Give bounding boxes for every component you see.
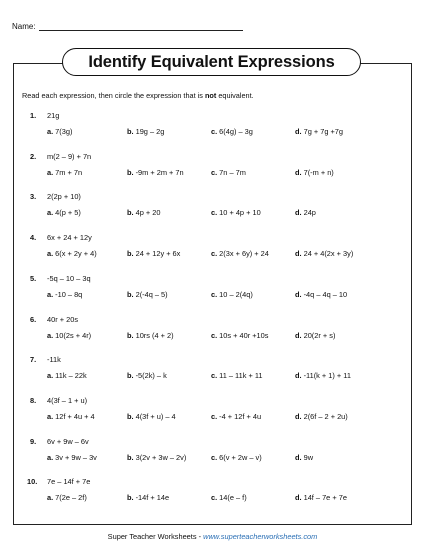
answer-choice[interactable]: [47, 127, 72, 136]
choice-letter: d.: [295, 127, 302, 136]
choice-letter: d.: [295, 249, 302, 259]
choice-expression: 11 – 11k + 11: [219, 371, 263, 381]
answer-choice[interactable]: [295, 249, 353, 258]
choice-letter: a.: [47, 330, 54, 340]
choice-expression: 10 + 4p + 10: [219, 208, 261, 218]
choice-expression: 4(p + 5): [55, 208, 81, 218]
choice-expression: 6(4g) – 3g: [219, 127, 253, 136]
choice-letter: d.: [295, 330, 302, 340]
choice-letter: c.: [211, 127, 218, 136]
choice-letter: c.: [211, 249, 218, 259]
choice-letter: b.: [127, 371, 134, 381]
answer-choice[interactable]: [211, 208, 261, 217]
choice-expression: 7(-m + n): [303, 167, 334, 177]
instructions-emphasis: not: [204, 91, 217, 100]
answer-choice[interactable]: [211, 412, 261, 421]
choice-expression: 9w: [303, 452, 314, 462]
choice-letter: b.: [127, 330, 134, 340]
problem-expression: 6x + 24 + 12y: [47, 233, 92, 243]
problem-number: 1.: [30, 111, 37, 120]
choice-letter: a.: [47, 493, 54, 503]
choice-expression: 6(x + 2y + 4): [55, 249, 97, 259]
choice-expression: -10 – 8q: [55, 289, 83, 299]
problem-expression: 40r + 20s: [47, 314, 79, 324]
choice-expression: -4q – 4q – 10: [303, 289, 348, 299]
footer-separator: -: [196, 532, 204, 541]
choice-letter: c.: [211, 371, 218, 381]
answer-choice[interactable]: [211, 168, 246, 177]
answer-choice[interactable]: [127, 168, 184, 177]
choice-letter: b.: [127, 208, 134, 218]
problem-expression: 4(3f – 1 + u): [47, 395, 88, 405]
problem-number: 10.: [27, 477, 38, 487]
problem-expression: m(2 – 9) + 7n: [47, 151, 92, 161]
answer-choice[interactable]: [47, 168, 82, 177]
choice-expression: -4 + 12f + 4u: [219, 411, 262, 421]
footer-brand: Super Teacher Worksheets: [107, 532, 197, 541]
answer-choice[interactable]: [295, 127, 343, 136]
choice-expression: 7(3g): [55, 127, 73, 136]
answer-choice[interactable]: [47, 290, 82, 299]
choice-letter: d.: [295, 371, 302, 381]
answer-choice[interactable]: [295, 168, 334, 177]
name-blank-line[interactable]: [39, 22, 243, 31]
choice-expression: 14f – 7e + 7e: [303, 493, 347, 503]
footer: [0, 532, 425, 541]
answer-choice[interactable]: [127, 331, 174, 340]
choice-expression: 10 – 2(4q): [219, 289, 253, 299]
choice-expression: 3v + 9w – 3v: [55, 452, 97, 462]
answer-choice[interactable]: [47, 371, 87, 380]
title-text: Identify Equivalent Expressions: [88, 52, 335, 71]
instructions-post: equivalent.: [216, 91, 254, 100]
choice-letter: a.: [47, 249, 54, 259]
answer-choice[interactable]: [127, 127, 164, 136]
instructions-pre: Read each expression, then circle the expression that is: [22, 91, 205, 100]
choice-letter: b.: [127, 289, 134, 299]
answer-choice[interactable]: [295, 453, 313, 462]
choice-expression: -9m + 2m + 7n: [135, 167, 184, 177]
name-label: Name:: [12, 22, 36, 31]
answer-choice[interactable]: [47, 249, 97, 258]
answer-choice[interactable]: [211, 453, 262, 462]
choice-letter: b.: [127, 167, 134, 177]
choice-letter: b.: [127, 249, 134, 259]
problem-expression: -5q – 10 – 3q: [47, 273, 91, 283]
choice-letter: a.: [47, 167, 54, 177]
problem-number: 4.: [30, 233, 37, 243]
choice-expression: 12f + 4u + 4: [55, 411, 95, 421]
answer-choice[interactable]: [211, 249, 269, 258]
answer-choice[interactable]: [295, 371, 351, 380]
answer-choice[interactable]: [295, 493, 347, 502]
choice-expression: 10(2s + 4r): [55, 330, 92, 340]
problem-expression: 6v + 9w – 6v: [47, 436, 89, 446]
choice-letter: c.: [211, 452, 218, 462]
choice-letter: b.: [127, 127, 134, 136]
problem-number: 3.: [30, 192, 37, 202]
answer-choice[interactable]: [47, 412, 95, 421]
answer-choice[interactable]: [211, 493, 247, 502]
choice-expression: 7g + 7g +7g: [303, 127, 344, 136]
worksheet-title: [62, 48, 361, 76]
choice-expression: 24 + 12y + 6x: [135, 249, 181, 259]
choice-expression: 2(-4q – 5): [135, 289, 168, 299]
answer-choice[interactable]: [211, 331, 268, 340]
choice-letter: c.: [211, 167, 218, 177]
answer-choice[interactable]: [127, 371, 167, 380]
choice-expression: 3(2v + 3w – 2v): [135, 452, 187, 462]
problem-number: 8.: [30, 395, 37, 405]
choice-letter: d.: [295, 452, 302, 462]
choice-expression: 24 + 4(2x + 3y): [303, 249, 354, 259]
answer-choice[interactable]: [47, 453, 97, 462]
problem-number: 6.: [30, 314, 37, 324]
problem-expression: 2(2p + 10): [47, 192, 81, 202]
choice-letter: b.: [127, 411, 134, 421]
choice-letter: d.: [295, 411, 302, 421]
problem-number: 5.: [30, 273, 37, 283]
choice-expression: -11(k + 1) + 11: [303, 371, 351, 381]
instructions: [22, 91, 254, 100]
choice-letter: a.: [47, 452, 54, 462]
choice-letter: a.: [47, 411, 54, 421]
choice-expression: 11k – 22k: [55, 371, 87, 381]
problem-number: 2.: [30, 151, 37, 161]
problem-expression: 7e – 14f + 7e: [47, 477, 91, 487]
choice-expression: 2(3x + 6y) + 24: [219, 249, 269, 259]
answer-choice[interactable]: [127, 249, 180, 258]
choice-expression: 19g – 2g: [135, 127, 165, 136]
choice-expression: -14f + 14e: [135, 493, 170, 503]
answer-choice[interactable]: [127, 290, 168, 299]
choice-letter: c.: [211, 208, 218, 218]
choice-letter: a.: [47, 208, 54, 218]
choice-expression: 7n – 7m: [219, 167, 246, 177]
choice-expression: 14(e – f): [219, 493, 247, 503]
answer-choice[interactable]: [295, 412, 348, 421]
answer-choice[interactable]: [47, 331, 91, 340]
choice-letter: d.: [295, 208, 302, 218]
answer-choice[interactable]: [211, 127, 253, 136]
choice-expression: 7(2e – 2f): [55, 493, 87, 503]
choice-expression: 6(v + 2w – v): [219, 452, 262, 462]
choice-letter: d.: [295, 289, 302, 299]
answer-choice[interactable]: [295, 290, 347, 299]
choice-expression: 20(2r + s): [303, 330, 336, 340]
choice-letter: a.: [47, 127, 54, 136]
choice-letter: b.: [127, 493, 134, 503]
answer-choice[interactable]: [295, 208, 316, 217]
choice-letter: c.: [211, 493, 218, 503]
choice-letter: d.: [295, 493, 302, 503]
choice-letter: d.: [295, 167, 302, 177]
choice-expression: 2(6f – 2 + 2u): [303, 411, 348, 421]
choice-expression: 10s + 40r +10s: [219, 330, 269, 340]
footer-url[interactable]: www.superteacherworksheets.com: [203, 532, 318, 541]
answer-choice[interactable]: [127, 208, 160, 217]
choice-letter: a.: [47, 371, 54, 381]
answer-choice[interactable]: [211, 371, 263, 380]
choice-expression: 7m + 7n: [55, 167, 83, 177]
answer-choice[interactable]: [47, 493, 87, 502]
answer-choice[interactable]: [295, 331, 335, 340]
problem-expression: -11k: [47, 355, 61, 365]
name-row: [12, 22, 243, 31]
choice-letter: c.: [211, 330, 218, 340]
choice-expression: 4(3f + u) – 4: [135, 411, 176, 421]
choice-letter: a.: [47, 289, 54, 299]
choice-letter: c.: [211, 411, 218, 421]
choice-expression: 10rs (4 + 2): [135, 330, 174, 340]
choice-expression: 4p + 20: [135, 208, 161, 218]
answer-choice[interactable]: [127, 453, 186, 462]
choice-letter: c.: [211, 289, 218, 299]
problem-number: 7.: [30, 355, 37, 365]
answer-choice[interactable]: [127, 493, 169, 502]
problem-number: 9.: [30, 436, 37, 446]
answer-choice[interactable]: [47, 208, 81, 217]
choice-letter: b.: [127, 452, 134, 462]
problem-expression: 21g: [47, 111, 60, 120]
answer-choice[interactable]: [127, 412, 176, 421]
choice-expression: 24p: [303, 208, 316, 218]
answer-choice[interactable]: [211, 290, 253, 299]
choice-expression: -5(2k) – k: [135, 371, 167, 381]
